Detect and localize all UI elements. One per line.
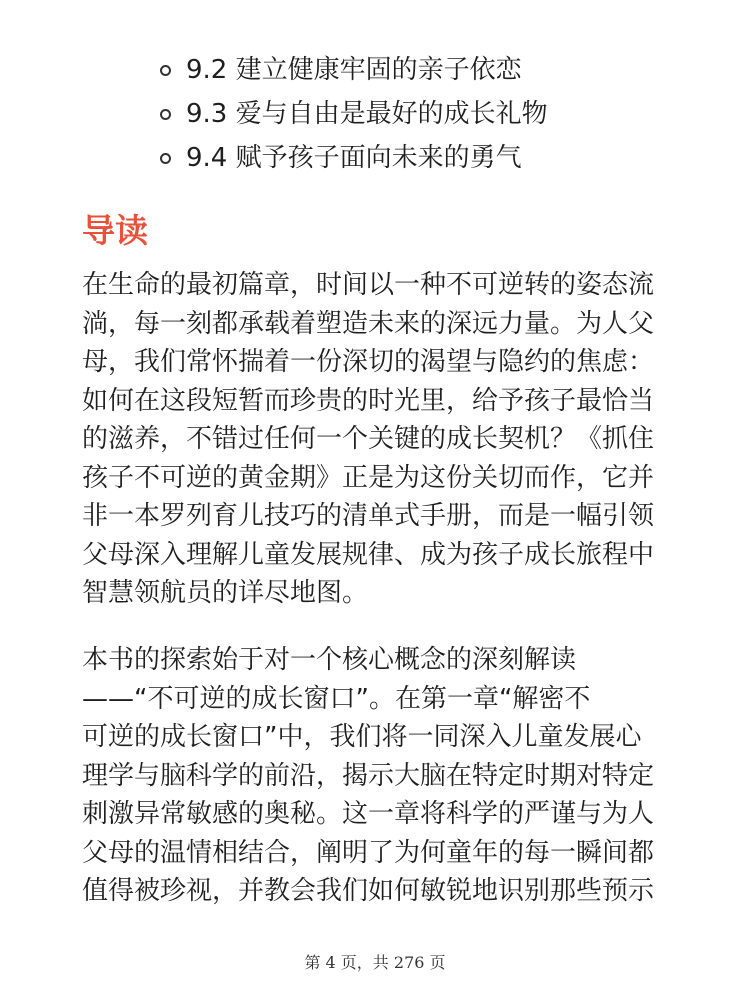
paragraph-line: 如何在这段短暂而珍贵的时光里，给予孩子最恰当: [82, 385, 655, 416]
toc-item[interactable]: [160, 48, 548, 92]
toc-item[interactable]: [160, 92, 548, 136]
paragraph-line: 母，我们常怀揣着一份深切的渴望与隐约的焦虑：: [82, 347, 655, 377]
paragraph-line: 本书的探索始于对一个核心概念的深刻解读: [82, 645, 577, 675]
paragraph: [82, 266, 672, 613]
toc-item-label: 9.2 建立健康牢固的亲子依恋: [186, 55, 522, 85]
circle-bullet-icon: [160, 153, 171, 164]
paragraph-line: 智慧领航员的详尽地图。: [82, 578, 369, 608]
paragraph-line: 可逆的成长窗口”中，我们将一同深入儿童发展心: [82, 722, 642, 752]
paragraph-line: 孩子不可逆的黄金期》正是为这份关切而作，它并: [82, 462, 655, 493]
paragraph: [82, 641, 672, 911]
paragraph-line: 的滋养，不错过任何一个关键的成长契机？《抓住: [82, 424, 655, 454]
paragraph-line: 值得被珍视，并教会我们如何敏锐地识别那些预示: [82, 876, 655, 906]
paragraph-line: 理学与脑科学的前沿，揭示大脑在特定时期对特定: [82, 760, 655, 791]
circle-bullet-icon: [160, 109, 171, 120]
toc-item[interactable]: [160, 136, 548, 180]
paragraph-line: ——“不可逆的成长窗口”。在第一章“解密不: [82, 683, 591, 714]
page-number: 第 4 页，共 276 页: [304, 953, 446, 972]
toc-item-label: 9.4 赋予孩子面向未来的勇气: [186, 143, 522, 173]
section-heading: 导读: [82, 211, 148, 250]
circle-bullet-icon: [160, 65, 171, 76]
paragraph-line: 父母的温情相结合，阐明了为何童年的每一瞬间都: [82, 837, 655, 868]
toc-list: [160, 48, 548, 180]
paragraph-line: 在生命的最初篇章，时间以一种不可逆转的姿态流: [82, 270, 655, 300]
paragraph-line: 淌，每一刻都承载着塑造未来的深远力量。为人父: [82, 308, 655, 339]
paragraph-line: 非一本罗列育儿技巧的清单式手册，而是一幅引领: [82, 501, 655, 531]
paragraph-line: 刺激异常敏感的奥秘。这一章将科学的严谨与为人: [82, 799, 655, 829]
toc-item-label: 9.3 爱与自由是最好的成长礼物: [186, 99, 548, 129]
paragraph-line: 父母深入理解儿童发展规律、成为孩子成长旅程中: [82, 539, 655, 570]
